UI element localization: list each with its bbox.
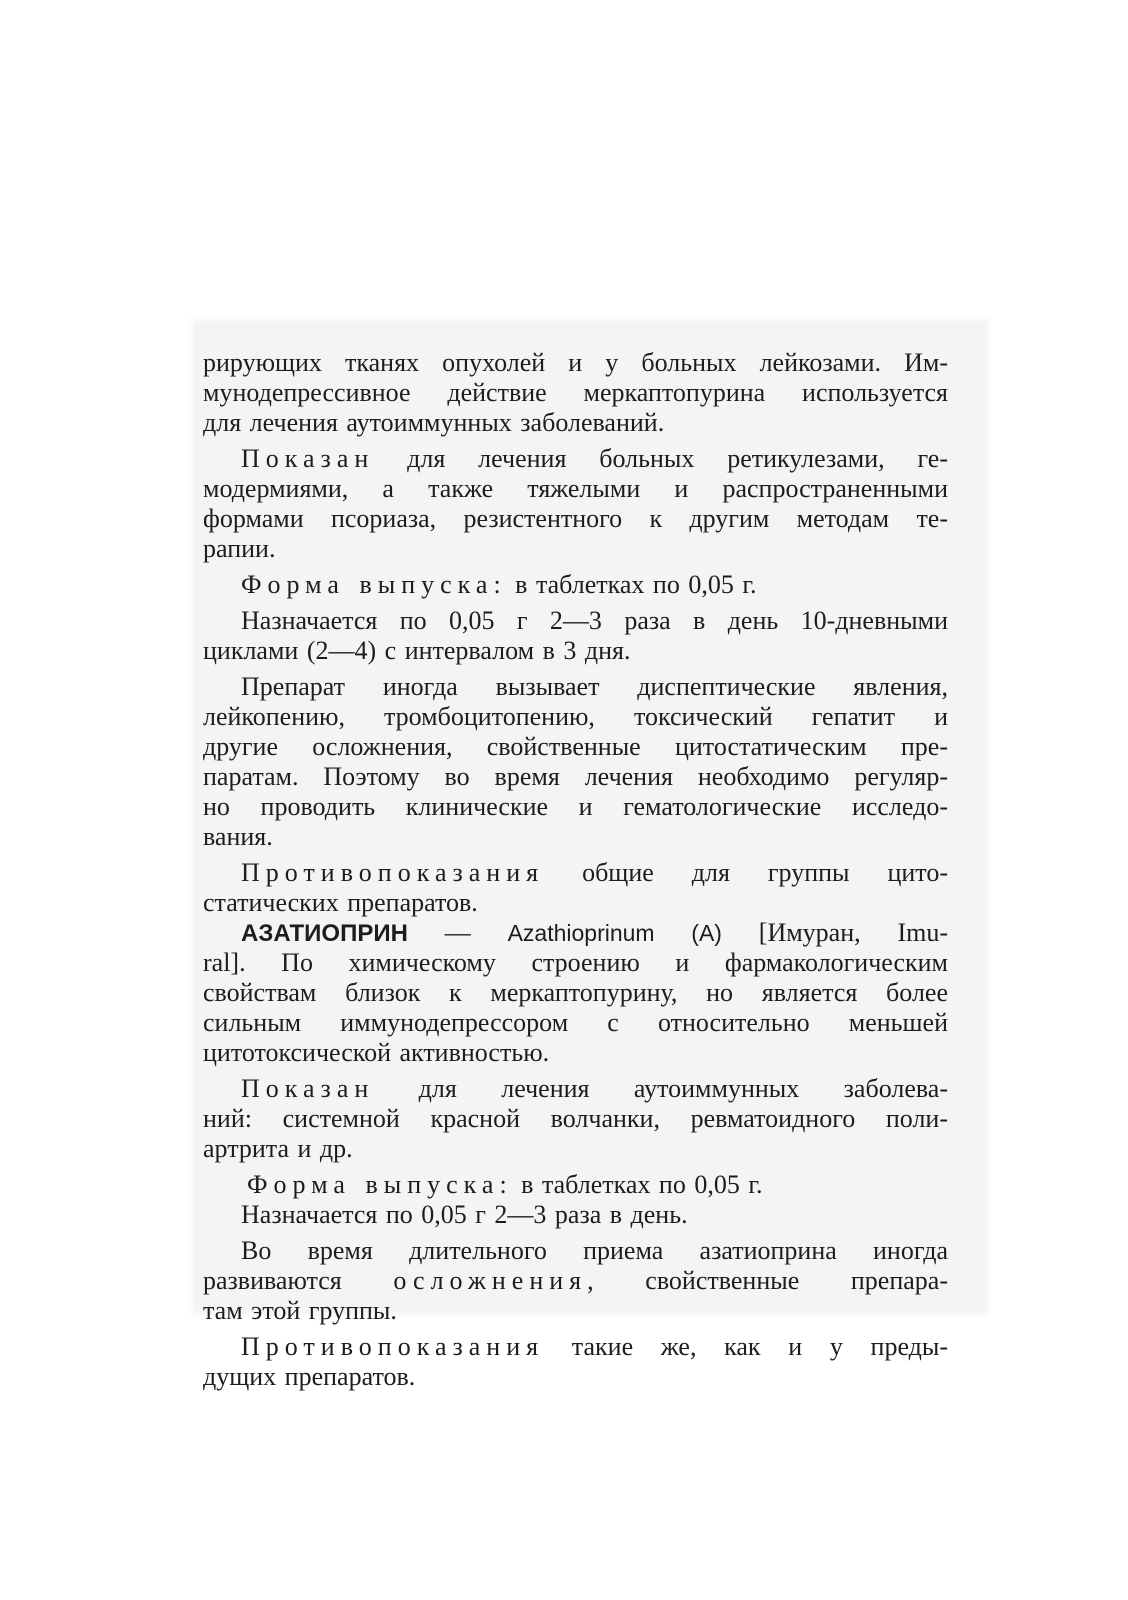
text-run: для лечения больных ретикулезами, ге-	[374, 444, 948, 473]
text-run: [Имуран, Imu-	[721, 918, 948, 947]
spaced-heading: Форма выпуска:	[247, 1170, 513, 1199]
text-line: цитотоксической активностью.	[203, 1038, 550, 1067]
text-line: вания.	[203, 822, 273, 851]
text-line: но проводить клинические и гематологические исследо-	[203, 792, 948, 821]
text-line: Во время длительного приема азатиоприна иногда	[241, 1236, 948, 1265]
paragraph-indications-1	[203, 444, 948, 474]
text-run: общие для группы цито-	[544, 858, 948, 887]
text-run: в таблетках по 0,05 г.	[506, 570, 757, 599]
page-text	[203, 348, 948, 1392]
text-line: Назначается по 0,05 г 2—3 раза в день 10-дневными	[241, 606, 948, 635]
text-run: развиваются	[203, 1266, 394, 1295]
text-run: в таблетках по 0,05 г.	[512, 1170, 763, 1199]
text-line: ний: системной красной волчанки, ревматоидного поли-	[203, 1104, 948, 1133]
paragraph-form-2	[203, 1170, 948, 1200]
drug-name: АЗАТИОПРИН	[241, 920, 408, 947]
spaced-heading: осложнения	[393, 1266, 588, 1295]
text-line: циклами (2—4) с интервалом в 3 дня.	[203, 636, 631, 665]
paragraph-form-1	[203, 570, 948, 600]
spaced-heading: Показан	[241, 1074, 375, 1103]
text-line: сильным иммунодепрессором с относительно меньшей	[203, 1008, 948, 1037]
text-line: рапии.	[203, 534, 276, 563]
text-line: свойствам близок к меркаптопурину, но является более	[203, 978, 948, 1007]
text-line: модермиями, а также тяжелыми и распространенными	[203, 474, 948, 503]
text-line: рирующих тканях опухолей и у больных лейкозами. Им-	[203, 348, 948, 377]
text-line: паратам. Поэтому во время лечения необходимо регуляр-	[203, 762, 948, 791]
paragraph-complications	[203, 1266, 948, 1296]
text-line: формами псориаза, резистентного к другим методам те-	[203, 504, 948, 533]
text-line: лейкопению, тромбоцитопению, токсический гепатит и	[203, 702, 948, 731]
spaced-heading: Форма выпуска:	[241, 570, 507, 599]
drug-entry-heading	[203, 918, 948, 948]
text-line: ral]. По химическому строению и фармакологическим	[203, 948, 948, 977]
text-line: другие осложнения, свойственные цитостатическим пре-	[203, 732, 948, 761]
text-run: для лечения аутоиммунных заболева-	[374, 1074, 948, 1103]
spaced-heading: Показан	[241, 444, 375, 473]
text-line: мунодепрессивное действие меркаптопурина используется	[203, 378, 948, 407]
text-line: там этой группы.	[203, 1296, 397, 1325]
paragraph-contraindications-1	[203, 858, 948, 888]
text-line: Препарат иногда вызывает диспептические явления,	[241, 672, 948, 701]
text-line: Назначается по 0,05 г 2—3 раза в день.	[241, 1200, 688, 1229]
text-run: —	[407, 918, 508, 947]
latin-name: Azathioprinum (A)	[507, 920, 722, 946]
text-run: такие же, как и у преды-	[544, 1332, 948, 1361]
paragraph-contraindications-2	[203, 1332, 948, 1362]
text-line: статических препаратов.	[203, 888, 478, 917]
spaced-heading: Противопоказания	[241, 858, 545, 887]
spaced-heading: Противопоказания	[241, 1332, 545, 1361]
text-line: артрита и др.	[203, 1134, 353, 1163]
text-line: дущих препаратов.	[203, 1362, 416, 1391]
paragraph-indications-2	[203, 1074, 948, 1104]
text-line: для лечения аутоиммунных заболеваний.	[203, 408, 665, 437]
text-run: , свойственные препара-	[587, 1266, 948, 1295]
